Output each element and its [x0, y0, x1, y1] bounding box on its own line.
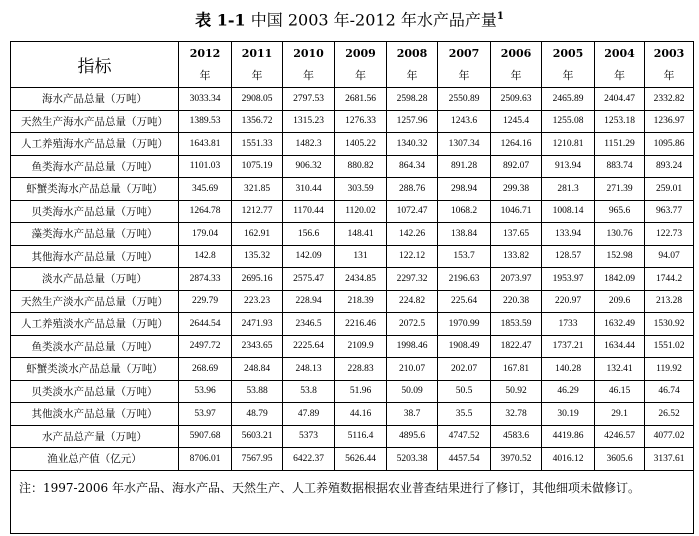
year-unit: 年 — [510, 68, 522, 82]
table-cell: 1245.4 — [491, 110, 542, 133]
table-cell: 38.7 — [387, 403, 438, 426]
year-unit: 年 — [663, 68, 675, 82]
table-cell: 213.28 — [645, 290, 694, 313]
table-cell: 1243.6 — [438, 110, 491, 133]
header-row — [11, 42, 694, 88]
row-label: 虾蟹类海水产品总量（万吨） — [11, 178, 179, 201]
table-cell: 223.23 — [232, 290, 283, 313]
table-cell: 1551.33 — [232, 133, 283, 156]
table-cell: 1264.16 — [491, 133, 542, 156]
table-cell: 2509.63 — [491, 88, 542, 111]
year-value: 2008 — [396, 46, 428, 60]
table-cell: 963.77 — [645, 200, 694, 223]
year-unit: 年 — [614, 68, 625, 82]
row-label: 虾蟹类淡水产品总量（万吨） — [11, 358, 179, 381]
year-value: 2004 — [604, 46, 635, 60]
year-header-2008 — [387, 42, 438, 88]
table-cell: 2072.5 — [387, 313, 438, 336]
table-cell: 4016.12 — [542, 448, 595, 471]
table-cell: 35.5 — [438, 403, 491, 426]
row-label: 人工养殖海水产品总量（万吨） — [11, 133, 179, 156]
table-cell: 2196.63 — [438, 268, 491, 291]
table-row — [11, 403, 694, 426]
table-cell: 1046.71 — [491, 200, 542, 223]
table-cell: 1120.02 — [335, 200, 387, 223]
table-cell: 153.7 — [438, 245, 491, 268]
table-row — [11, 155, 694, 178]
table-cell: 310.44 — [283, 178, 335, 201]
table-cell: 46.74 — [645, 380, 694, 403]
table-cell: 53.8 — [283, 380, 335, 403]
table-cell: 248.84 — [232, 358, 283, 381]
table-caption: 中国 2003 年-2012 年水产品产量 — [250, 10, 497, 30]
table-cell: 229.79 — [179, 290, 232, 313]
table-cell: 2497.72 — [179, 335, 232, 358]
table-cell: 268.69 — [179, 358, 232, 381]
year-unit: 年 — [251, 68, 263, 82]
table-cell: 94.07 — [645, 245, 694, 268]
table-cell: 26.52 — [645, 403, 694, 426]
table-cell: 880.82 — [335, 155, 387, 178]
table-cell: 1253.18 — [595, 110, 645, 133]
table-cell: 2332.82 — [645, 88, 694, 111]
table-cell: 128.57 — [542, 245, 595, 268]
table-cell: 179.04 — [179, 223, 232, 246]
row-label: 贝类海水产品总量（万吨） — [11, 200, 179, 223]
table-cell: 220.38 — [491, 290, 542, 313]
production-table — [10, 41, 694, 534]
year-header-2011 — [232, 42, 283, 88]
table-cell: 142.09 — [283, 245, 335, 268]
table-cell: 891.28 — [438, 155, 491, 178]
table-cell: 2343.65 — [232, 335, 283, 358]
table-row — [11, 335, 694, 358]
table-cell: 893.24 — [645, 155, 694, 178]
table-cell: 131 — [335, 245, 387, 268]
table-cell: 892.07 — [491, 155, 542, 178]
table-cell: 248.13 — [283, 358, 335, 381]
table-cell: 1315.23 — [283, 110, 335, 133]
year-unit: 年 — [406, 68, 418, 82]
table-cell: 1170.44 — [283, 200, 335, 223]
row-label: 人工养殖淡水产品总量（万吨） — [11, 313, 179, 336]
table-cell: 4077.02 — [645, 425, 694, 448]
table-cell: 228.83 — [335, 358, 387, 381]
table-cell: 137.65 — [491, 223, 542, 246]
table-cell: 1276.33 — [335, 110, 387, 133]
indicator-header: 指标 — [11, 42, 179, 88]
table-note: 注：1997-2006 年水产品、海水产品、天然生产、人工养殖数据根据农业普查结果进行了修订，其他细项未做修订。 — [11, 470, 694, 533]
table-cell: 1255.08 — [542, 110, 595, 133]
year-value: 2005 — [552, 46, 584, 60]
table-cell: 5116.4 — [335, 425, 387, 448]
table-row — [11, 358, 694, 381]
year-value: 2010 — [293, 46, 324, 60]
table-cell: 271.39 — [595, 178, 645, 201]
year-header-2007 — [438, 42, 491, 88]
year-header-2003 — [645, 42, 694, 88]
table-cell: 1095.86 — [645, 133, 694, 156]
table-cell: 29.1 — [595, 403, 645, 426]
table-cell: 225.64 — [438, 290, 491, 313]
table-cell: 142.26 — [387, 223, 438, 246]
table-cell: 218.39 — [335, 290, 387, 313]
table-body — [11, 88, 694, 471]
note-row — [11, 470, 694, 533]
table-cell: 1264.78 — [179, 200, 232, 223]
table-cell: 1257.96 — [387, 110, 438, 133]
year-unit: 年 — [199, 68, 211, 82]
table-row — [11, 245, 694, 268]
table-cell: 50.92 — [491, 380, 542, 403]
table-cell: 202.07 — [438, 358, 491, 381]
table-cell: 321.85 — [232, 178, 283, 201]
table-row — [11, 133, 694, 156]
table-cell: 2471.93 — [232, 313, 283, 336]
table-cell: 156.6 — [283, 223, 335, 246]
table-row — [11, 290, 694, 313]
table-cell: 3033.34 — [179, 88, 232, 111]
table-cell: 2073.97 — [491, 268, 542, 291]
table-cell: 162.91 — [232, 223, 283, 246]
table-cell: 1744.2 — [645, 268, 694, 291]
table-cell: 1210.81 — [542, 133, 595, 156]
row-label: 鱼类海水产品总量（万吨） — [11, 155, 179, 178]
table-cell: 1075.19 — [232, 155, 283, 178]
row-label: 天然生产淡水产品总量（万吨） — [11, 290, 179, 313]
table-cell: 1853.59 — [491, 313, 542, 336]
year-value: 2011 — [241, 46, 273, 60]
table-cell: 4895.6 — [387, 425, 438, 448]
table-cell: 50.5 — [438, 380, 491, 403]
table-cell: 47.89 — [283, 403, 335, 426]
table-cell: 5626.44 — [335, 448, 387, 471]
year-header-2010 — [283, 42, 335, 88]
table-row — [11, 448, 694, 471]
table-cell: 303.59 — [335, 178, 387, 201]
table-cell: 1340.32 — [387, 133, 438, 156]
table-cell: 1632.49 — [595, 313, 645, 336]
table-cell: 2346.5 — [283, 313, 335, 336]
table-cell: 1551.02 — [645, 335, 694, 358]
table-cell: 2695.16 — [232, 268, 283, 291]
table-cell: 906.32 — [283, 155, 335, 178]
table-cell: 5603.21 — [232, 425, 283, 448]
table-cell: 140.28 — [542, 358, 595, 381]
row-label: 渔业总产值（亿元） — [11, 448, 179, 471]
table-cell: 51.96 — [335, 380, 387, 403]
table-cell: 4246.57 — [595, 425, 645, 448]
table-cell: 53.97 — [179, 403, 232, 426]
table-cell: 1842.09 — [595, 268, 645, 291]
table-title — [0, 6, 699, 31]
table-cell: 1236.97 — [645, 110, 694, 133]
table-row — [11, 380, 694, 403]
table-cell: 30.19 — [542, 403, 595, 426]
row-label: 水产品总产量（万吨） — [11, 425, 179, 448]
year-value: 2006 — [500, 46, 532, 60]
table-row — [11, 425, 694, 448]
year-header-2004 — [595, 42, 645, 88]
table-cell: 1101.03 — [179, 155, 232, 178]
row-label: 藻类海水产品总量（万吨） — [11, 223, 179, 246]
table-cell: 1072.47 — [387, 200, 438, 223]
table-cell: 1389.53 — [179, 110, 232, 133]
table-cell: 46.15 — [595, 380, 645, 403]
table-cell: 298.94 — [438, 178, 491, 201]
year-unit: 年 — [562, 68, 574, 82]
table-cell: 50.09 — [387, 380, 438, 403]
table-cell: 1482.3 — [283, 133, 335, 156]
table-cell: 8706.01 — [179, 448, 232, 471]
table-cell: 1151.29 — [595, 133, 645, 156]
table-cell: 1953.97 — [542, 268, 595, 291]
table-cell: 2908.05 — [232, 88, 283, 111]
table-cell: 119.92 — [645, 358, 694, 381]
year-header-2012 — [179, 42, 232, 88]
row-label: 鱼类淡水产品总量（万吨） — [11, 335, 179, 358]
table-cell: 46.29 — [542, 380, 595, 403]
row-label: 淡水产品总量（万吨） — [11, 268, 179, 291]
year-value: 2003 — [653, 46, 685, 60]
table-cell: 5907.68 — [179, 425, 232, 448]
row-label: 海水产品总量（万吨） — [11, 88, 179, 111]
table-cell: 32.78 — [491, 403, 542, 426]
table-cell: 1737.21 — [542, 335, 595, 358]
table-cell: 224.82 — [387, 290, 438, 313]
table-cell: 2297.32 — [387, 268, 438, 291]
table-cell: 259.01 — [645, 178, 694, 201]
table-cell: 5373 — [283, 425, 335, 448]
table-cell: 1908.49 — [438, 335, 491, 358]
table-cell: 299.38 — [491, 178, 542, 201]
table-row — [11, 268, 694, 291]
table-cell: 44.16 — [335, 403, 387, 426]
table-cell: 3605.6 — [595, 448, 645, 471]
table-cell: 288.76 — [387, 178, 438, 201]
table-row — [11, 88, 694, 111]
table-cell: 210.07 — [387, 358, 438, 381]
table-cell: 5203.38 — [387, 448, 438, 471]
table-cell: 3970.52 — [491, 448, 542, 471]
table-cell: 209.6 — [595, 290, 645, 313]
table-row — [11, 110, 694, 133]
table-cell: 2550.89 — [438, 88, 491, 111]
table-cell: 2874.33 — [179, 268, 232, 291]
table-cell: 6422.37 — [283, 448, 335, 471]
table-cell: 2404.47 — [595, 88, 645, 111]
table-cell: 1998.46 — [387, 335, 438, 358]
table-cell: 7567.95 — [232, 448, 283, 471]
table-cell: 1643.81 — [179, 133, 232, 156]
row-label: 天然生产海水产品总量（万吨） — [11, 110, 179, 133]
table-cell: 1530.92 — [645, 313, 694, 336]
table-cell: 132.41 — [595, 358, 645, 381]
footnote-mark: 1 — [496, 11, 504, 22]
table-cell: 135.32 — [232, 245, 283, 268]
table-cell: 883.74 — [595, 155, 645, 178]
table-cell: 4747.52 — [438, 425, 491, 448]
table-cell: 3137.61 — [645, 448, 694, 471]
table-cell: 228.94 — [283, 290, 335, 313]
year-header-2005 — [542, 42, 595, 88]
table-cell: 122.73 — [645, 223, 694, 246]
table-cell: 138.84 — [438, 223, 491, 246]
table-cell: 4457.54 — [438, 448, 491, 471]
table-cell: 148.41 — [335, 223, 387, 246]
table-cell: 133.94 — [542, 223, 595, 246]
table-cell: 4583.6 — [491, 425, 542, 448]
table-row — [11, 313, 694, 336]
table-cell: 965.6 — [595, 200, 645, 223]
table-number: 表 1-1 — [195, 10, 246, 30]
table-cell: 167.81 — [491, 358, 542, 381]
table-cell: 48.79 — [232, 403, 283, 426]
year-value: 2009 — [345, 46, 376, 60]
table-row — [11, 200, 694, 223]
table-cell: 2225.64 — [283, 335, 335, 358]
table-cell: 53.88 — [232, 380, 283, 403]
table-row — [11, 178, 694, 201]
table-cell: 1307.34 — [438, 133, 491, 156]
table-cell: 152.98 — [595, 245, 645, 268]
table-cell: 1068.2 — [438, 200, 491, 223]
table-cell: 1970.99 — [438, 313, 491, 336]
table-cell: 130.76 — [595, 223, 645, 246]
table-cell: 1822.47 — [491, 335, 542, 358]
table-cell: 1212.77 — [232, 200, 283, 223]
table-row — [11, 223, 694, 246]
table-cell: 2644.54 — [179, 313, 232, 336]
table-cell: 220.97 — [542, 290, 595, 313]
row-label: 其他海水产品总量（万吨） — [11, 245, 179, 268]
table-cell: 1405.22 — [335, 133, 387, 156]
table-cell: 2434.85 — [335, 268, 387, 291]
table-cell: 345.69 — [179, 178, 232, 201]
table-cell: 1008.14 — [542, 200, 595, 223]
table-cell: 122.12 — [387, 245, 438, 268]
year-value: 2012 — [189, 46, 221, 60]
table-cell: 133.82 — [491, 245, 542, 268]
year-header-2006 — [491, 42, 542, 88]
table-cell: 2216.46 — [335, 313, 387, 336]
table-cell: 281.3 — [542, 178, 595, 201]
table-cell: 913.94 — [542, 155, 595, 178]
year-unit: 年 — [355, 68, 366, 82]
year-unit: 年 — [303, 68, 314, 82]
table-cell: 53.96 — [179, 380, 232, 403]
table-cell: 4419.86 — [542, 425, 595, 448]
table-cell: 2109.9 — [335, 335, 387, 358]
table-cell: 2681.56 — [335, 88, 387, 111]
table-cell: 2797.53 — [283, 88, 335, 111]
row-label: 其他淡水产品总量（万吨） — [11, 403, 179, 426]
year-header-2009 — [335, 42, 387, 88]
table-cell: 1634.44 — [595, 335, 645, 358]
table-cell: 2465.89 — [542, 88, 595, 111]
table-cell: 864.34 — [387, 155, 438, 178]
year-value: 2007 — [448, 46, 480, 60]
table-cell: 1733 — [542, 313, 595, 336]
row-label: 贝类淡水产品总量（万吨） — [11, 380, 179, 403]
table-cell: 142.8 — [179, 245, 232, 268]
table-cell: 1356.72 — [232, 110, 283, 133]
table-cell: 2575.47 — [283, 268, 335, 291]
year-unit: 年 — [458, 68, 470, 82]
table-cell: 2598.28 — [387, 88, 438, 111]
